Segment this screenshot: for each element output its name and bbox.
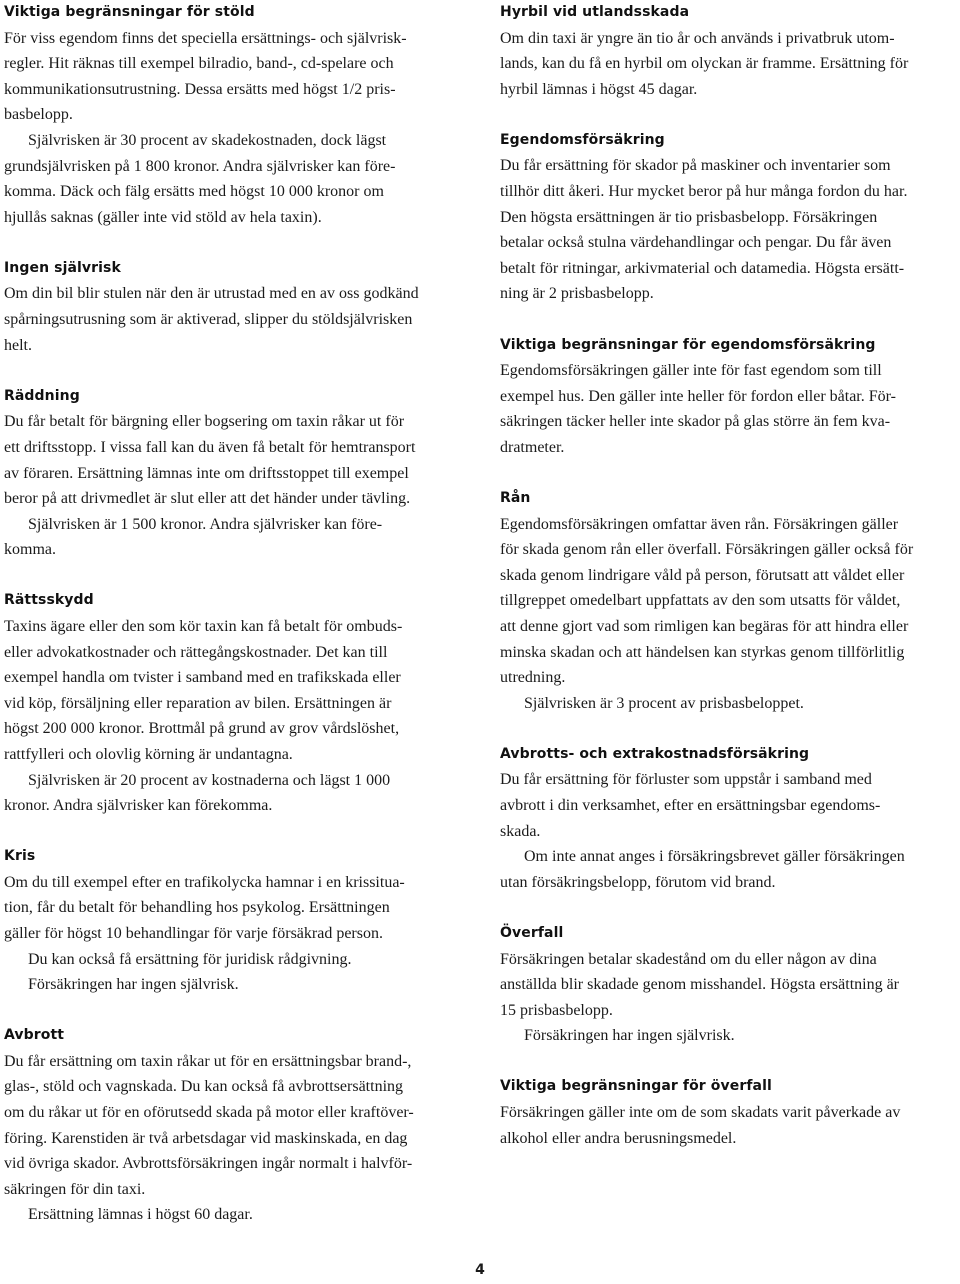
body-text-line: anställda blir skadade genom misshandel. Högsta ersättning är [500, 976, 900, 994]
body-text-line: minska skadan och att händelsen kan styrkas genom tillförlitlig [500, 643, 905, 661]
body-text-line: Taxins ägare eller den som kör taxin kan få betalt för ombuds- [4, 617, 403, 635]
page-number: 4 [475, 1262, 485, 1278]
body-text-line: utan försäkringsbelopp, förutom vid brand. [500, 873, 776, 891]
body-text-line: vid köp, försäljning eller reparation av bilen. Ersättningen är [4, 694, 392, 712]
body-text-line: Egendomsförsäkringen omfattar även rån. Försäkringen gäller [500, 515, 899, 533]
body-text-line: Försäkringen gäller inte om de som skadats varit påverkade av [500, 1103, 901, 1121]
section-heading: Avbrotts- och extrakostnadsförsäkring [500, 745, 810, 762]
section-ingen-sjalvrisk [4, 256, 474, 358]
body-text-line: hyrbil lämnas i högst 45 dagar. [500, 80, 698, 98]
body-text-line: avbrott i din verksamhet, efter en ersättningsbar egendoms- [500, 797, 881, 815]
body-text-line: utredning. [500, 669, 566, 687]
section-avbrotts-och-extrakostnadsforsakring [500, 742, 958, 896]
body-text-line: rattfylleri och olovlig körning är undantagna. [4, 745, 293, 763]
section-viktiga-begransningar-for-stold [4, 0, 474, 230]
body-text-line: tillhör ditt åkeri. Hur mycket beror på hur många fordon du har. [500, 183, 908, 201]
body-text-line: Om din taxi är yngre än tio år och används i privatbruk utom- [500, 29, 895, 47]
section-overfall [500, 921, 958, 1049]
body-text-line: Försäkringen betalar skadestånd om du eller någon av dina [500, 950, 877, 968]
body-text-line: alkohol eller andra berusningsmedel. [500, 1129, 737, 1147]
body-text-line: ett driftsstopp. I vissa fall kan du även få betalt för hemtransport [4, 438, 416, 456]
body-text-line: gäller för högst 10 behandlingar för varje försäkrad person. [4, 925, 383, 942]
body-text-line: Försäkringen har ingen självrisk. [524, 1027, 735, 1045]
body-text-line: ning är 2 prisbasbelopp. [500, 285, 654, 303]
body-text-line: Du får ersättning om taxin råkar ut för en ersättningsbar brand-, [4, 1052, 412, 1070]
section-raddning [4, 384, 474, 563]
right-column [500, 0, 958, 1177]
section-heading: Ingen självrisk [4, 259, 121, 276]
section-heading: Överfall [500, 924, 564, 941]
body-text-line: beror på att drivmedlet är slut eller att det händer under tävling. [4, 490, 411, 508]
body-text-line: Du får ersättning för förluster som uppstår i samband med [500, 771, 872, 789]
body-text-line: Om din bil blir stulen när den är utrustad med en av oss godkänd [4, 285, 419, 303]
section-kris [4, 844, 474, 998]
body-text-line: vid övriga skador. Avbrottsförsäkringen ingår normalt i halvför- [4, 1155, 413, 1173]
body-text-line: Självrisken är 30 procent av skadekostnaden, dock lägst [28, 131, 387, 149]
left-column [4, 0, 474, 1254]
body-text-line: Den högsta ersättningen är tio prisbasbelopp. Försäkringen [500, 208, 878, 226]
body-text-line: föring. Karenstiden är två arbetsdagar vid maskinskada, en dag [4, 1129, 408, 1147]
body-text-line: kommunikationsutrustning. Dessa ersätts med högst 1/2 pris- [4, 80, 396, 98]
body-text-line: basbelopp. [4, 106, 73, 124]
section-heading: Räddning [4, 387, 80, 404]
body-text-line: 15 prisbasbelopp. [500, 1001, 613, 1019]
body-text-line: lands, kan du få en hyrbil om olyckan är framme. Ersättning för [500, 55, 909, 73]
section-heading: Rättsskydd [4, 592, 94, 609]
section-heading: Rån [500, 490, 531, 506]
body-text-line: betalt för ritningar, arkivmaterial och datamedia. Högsta ersätt- [500, 259, 905, 277]
body-text-line: skada genom lindrigare våld på person, förutsatt att våldet eller [500, 566, 905, 584]
section-heading: Hyrbil vid utlandsskada [500, 4, 690, 20]
body-text-line: komma. Däck och fälg ersätts med högst 10 000 kronor om [4, 183, 384, 201]
body-text-line: Du kan också få ersättning för juridisk rådgivning. [28, 950, 352, 968]
body-text-line: hjullås saknas (gäller inte vid stöld av hela taxin). [4, 208, 322, 226]
section-avbrott [4, 1023, 474, 1228]
body-text-line: tion, får du betalt för behandling hos psykolog. Ersättningen [4, 899, 390, 917]
body-text-line: Du får ersättning för skador på maskiner och inventarier som [500, 157, 891, 175]
body-text-line: betalar också stulna värdehandlingar och pengar. Du får även [500, 234, 892, 252]
section-heading: Viktiga begränsningar för stöld [4, 4, 255, 20]
body-text-line: att denne gjort vad som rimligen kan begäras för att hindra eller [500, 617, 909, 635]
body-text-line: av föraren. Ersättning lämnas inte om driftsstoppet till exempel [4, 464, 409, 482]
section-heading: Viktiga begränsningar för egendomsförsäkring [500, 336, 876, 353]
section-viktiga-begransningar-for-egendomsforsakring [500, 333, 958, 461]
body-text-line: säkringen täcker heller inte skador på glas större än fem kva- [500, 413, 891, 431]
section-heading: Viktiga begränsningar för överfall [500, 1078, 772, 1095]
body-text-line: Självrisken är 1 500 kronor. Andra självrisker kan före- [28, 515, 383, 533]
section-heading: Avbrott [4, 1027, 65, 1044]
body-text-line: Ersättning lämnas i högst 60 dagar. [28, 1206, 253, 1224]
section-egendomsforsakring [500, 128, 958, 307]
body-text-line: säkringen för din taxi. [4, 1180, 146, 1198]
body-text-line: exempel handla om tvister i samband med en trafikskada eller [4, 669, 401, 687]
section-heading: Egendomsförsäkring [500, 131, 665, 148]
section-ran [500, 486, 958, 716]
body-text-line: För viss egendom finns det speciella ersättnings- och självrisk- [4, 29, 407, 47]
section-heading: Kris [4, 848, 36, 865]
body-text-line: för skada genom rån eller överfall. Försäkringen gäller också för [500, 541, 914, 559]
body-text-line: Försäkringen har ingen självrisk. [28, 976, 239, 994]
body-text-line: grundsjälvrisken på 1 800 kronor. Andra självrisker kan före- [4, 157, 396, 175]
body-text-line: kronor. Andra självrisker kan förekomma. [4, 797, 273, 815]
body-text-line: tillgreppet omedelbart uppfattats av den som utsatts för våldet, [500, 592, 901, 610]
body-text-line: spårningsutrusning som är aktiverad, slipper du stöldsjälvrisken [4, 311, 413, 329]
body-text-line: Om du till exempel efter en trafikolycka hamnar i en krissitua- [4, 873, 405, 891]
body-text-line: Egendomsförsäkringen gäller inte för fast egendom som till [500, 362, 882, 380]
body-text-line: skada. [500, 822, 541, 840]
body-text-line: regler. Hit räknas till exempel bilradio, band-, cd-spelare och [4, 55, 394, 73]
body-text-line: helt. [4, 336, 32, 354]
body-text-line: komma. [4, 541, 56, 559]
body-text-line: eller advokatkostnader och rättegångskostnader. Det kan till [4, 643, 388, 661]
section-hyrbil-vid-utlandsskada [500, 0, 958, 102]
section-rattsskydd [4, 588, 474, 818]
section-viktiga-begransningar-for-overfall [500, 1074, 958, 1151]
body-text-line: dratmeter. [500, 438, 565, 456]
body-text-line: Självrisken är 20 procent av kostnaderna och lägst 1 000 [28, 771, 391, 789]
body-text-line: exempel hus. Den gäller inte heller för fordon eller båtar. För- [500, 387, 896, 405]
body-text-line: Du får betalt för bärgning eller bogsering om taxin råkar ut för [4, 413, 405, 431]
body-text-line: om du råkar ut för en oförutsedd skada på motor eller kraftöver- [4, 1104, 414, 1122]
body-text-line: Självrisken är 3 procent av prisbasbeloppet. [524, 694, 804, 712]
body-text-line: högst 200 000 kronor. Brottmål på grund av grov vårdslöshet, [4, 720, 400, 738]
body-text-line: glas-, stöld och vagnskada. Du kan också få avbrottsersättning [4, 1078, 404, 1096]
body-text-line: Om inte annat anges i försäkringsbrevet gäller försäkringen [524, 848, 905, 866]
